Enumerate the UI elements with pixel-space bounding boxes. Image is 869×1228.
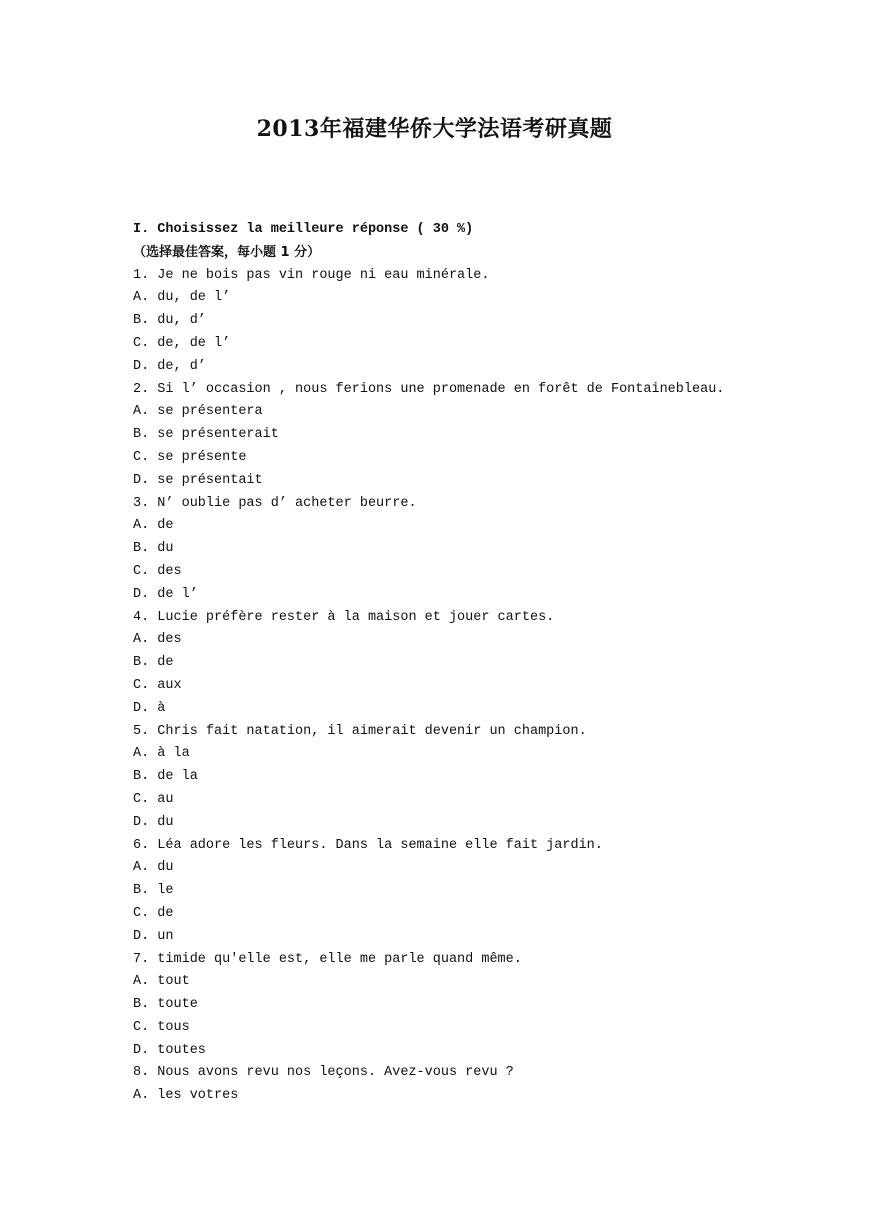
question-stem: 8. Nous avons revu nos leçons. Avez-vous revu ? — [133, 1065, 514, 1081]
answer-option: A. du — [133, 860, 174, 876]
question-stem: 1. Je ne bois pas vin rouge ni eau minérale. — [133, 267, 490, 283]
answer-option: A. tout — [133, 974, 190, 990]
answer-option: C. tous — [133, 1019, 190, 1035]
section-subheading: （选择最佳答案，每小题 1 分） — [133, 244, 321, 260]
section-heading: I. Choisissez la meilleure réponse ( 30 %) — [133, 222, 474, 237]
answer-option: D. de l’ — [133, 586, 198, 602]
answer-option: D. de, d’ — [133, 358, 206, 374]
question-8 — [133, 1062, 833, 1108]
answer-option: C. aux — [133, 677, 182, 693]
answer-option: C. de — [133, 905, 174, 921]
answer-option: D. se présentait — [133, 472, 263, 488]
question-7 — [133, 949, 833, 1063]
answer-option: D. toutes — [133, 1042, 206, 1058]
question-stem: 4. Lucie préfère rester à la maison et jouer cartes. — [133, 609, 555, 625]
question-stem: 6. Léa adore les fleurs. Dans la semaine elle fait jardin. — [133, 837, 603, 853]
answer-option: A. les votres — [133, 1088, 239, 1104]
answer-option: A. de — [133, 518, 174, 534]
page-title: 2013年福建华侨大学法语考研真题 — [256, 116, 613, 142]
answer-option: B. du, d’ — [133, 313, 206, 329]
answer-option: C. des — [133, 563, 182, 579]
question-4 — [133, 607, 833, 721]
answer-option: D. un — [133, 928, 174, 944]
answer-option: B. du — [133, 541, 174, 557]
answer-option: A. des — [133, 632, 182, 648]
answer-option: A. se présentera — [133, 404, 263, 420]
answer-option: B. se présenterait — [133, 427, 279, 443]
question-stem: 5. Chris fait natation, il aimerait devenir un champion. — [133, 723, 587, 739]
question-stem: 2. Si l’ occasion , nous ferions une promenade en forêt de Fontainebleau. — [133, 381, 725, 397]
question-2 — [133, 379, 833, 493]
answer-option: B. le — [133, 883, 174, 899]
question-5 — [133, 721, 833, 835]
answer-option: C. de, de l’ — [133, 335, 231, 351]
answer-option: B. de la — [133, 769, 198, 785]
answer-option: D. à — [133, 700, 166, 716]
answer-option: D. du — [133, 814, 174, 830]
answer-option: B. de — [133, 655, 174, 671]
question-stem: 3. N’ oublie pas d’ acheter beurre. — [133, 495, 417, 511]
question-stem: 7. timide qu'elle est, elle me parle quand même. — [133, 951, 522, 967]
answer-option: C. se présente — [133, 449, 247, 465]
question-6 — [133, 835, 833, 949]
answer-option: C. au — [133, 791, 174, 807]
exam-content — [133, 219, 833, 1108]
answer-option: A. du, de l’ — [133, 290, 231, 306]
question-3 — [133, 493, 833, 607]
answer-option: B. toute — [133, 997, 198, 1013]
question-1 — [133, 265, 833, 379]
answer-option: A. à la — [133, 746, 190, 762]
